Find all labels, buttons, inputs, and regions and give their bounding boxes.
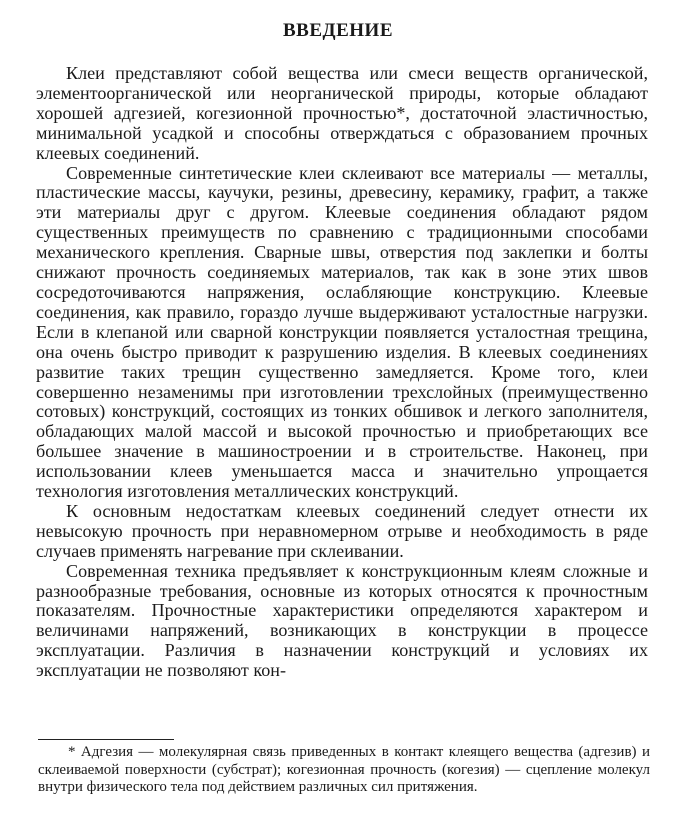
body-text — [36, 64, 648, 681]
page-title: ВВЕДЕНИЕ — [283, 20, 393, 41]
footnote — [38, 744, 650, 797]
paragraph-1: Клеи представляют собой вещества или смеси веществ органической, элементоорганической или неорганической природы, которые обладают хорошей адгезией, когезионной прочностью*, достаточной эластичностью, минимальной усадкой и способны отверждаться с образованием прочных клеевых соединений. — [36, 63, 648, 163]
footnote-text: * Адгезия — молекулярная связь приведенных в контакт клеящего вещества (адгезив) и склеиваемой поверхности (субстрат); когезионная прочность (когезия) — сцепление молекул внутри физического тела под действием различных сил притяжения. — [38, 744, 650, 795]
paragraph-4: Современная техника предъявляет к конструкционным клеям сложные и разнообразные требования, основные из которых относятся к прочностным показателям. Прочностные характеристики определяются характером и величинами напряжений, возникающих в конструкции в процессе эксплуатации. Различия в назначении конструкций и условиях их эксплуатации не позволяют кон- — [36, 560, 648, 681]
footnote-divider — [38, 739, 174, 740]
paragraph-3: К основным недостаткам клеевых соединений следует отнести их невысокую прочность при неравномерном отрыве и необходимость в ряде случаев применять нагревание при склеивании. — [36, 500, 648, 561]
paragraph-2: Современные синтетические клеи склеивают все материалы — металлы, пластические массы, каучуки, резины, древесину, керамику, графит, а также эти материалы друг с другом. Клеевые соединения обладают рядом существенных преимуществ по сравнению с традиционными способами механического крепления. Сварные швы, отверстия под заклепки и болты снижают прочность соединяемых материалов, так как в зоне этих швов сосредоточиваются напряжения, ослабляющие конструкцию. Клеевые соединения, как правило, гораздо лучше выдерживают усталостные нагрузки. Если в клепаной или сварной конструкции появляется усталостная трещина, она очень быстро приводит к разрушению изделия. В клеевых соединениях развитие таких трещин существенно замедляется. Кроме того, клеи совершенно незаменимы при изготовлении трехслойных (преимущественно сотовых) конструкций, состоящих из тонких обшивок и легкого заполнителя, обладающих малой массой и высокой прочностью и приобретающих все большее значение в машиностроении и в строительстве. Наконец, при использовании клеев уменьшается масса и значительно упрощается технология изготовления металлических конструкций. — [36, 162, 648, 502]
